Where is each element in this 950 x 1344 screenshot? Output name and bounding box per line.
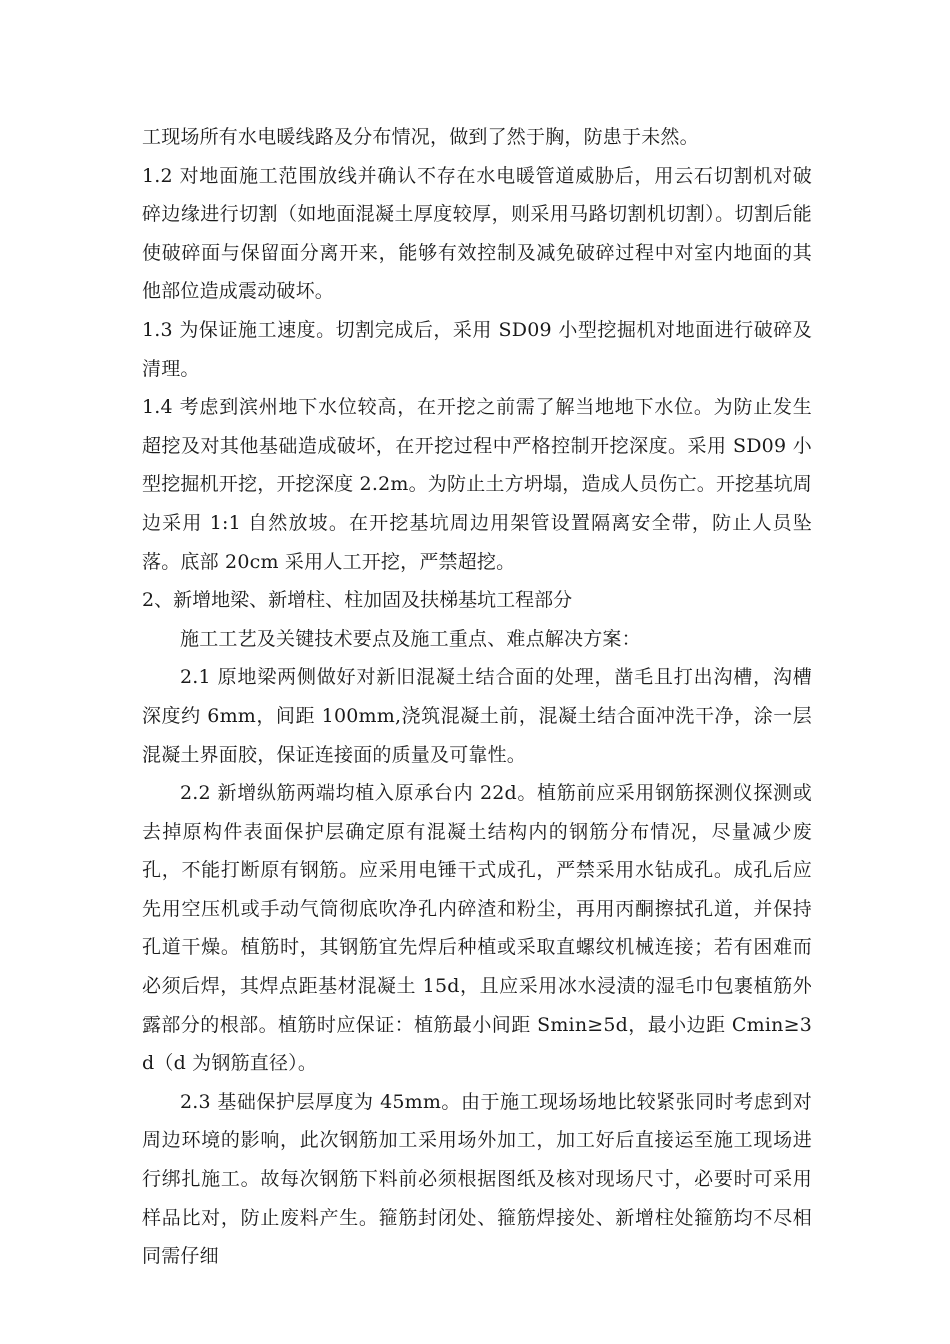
paragraph-1-4: 1.4 考虑到滨州地下水位较高，在开挖之前需了解当地地下水位。为防止发生超挖及对其他基础造成破坏，在开挖过程中严格控制开挖深度。采用 SD09 小型挖掘机开挖，开挖深度 2.2m。为防止土方坍塌，造成人员伤亡。开挖基坑周边采用 1:1 自然放坡。在开挖基坑周边用架管设置隔离安全带，防止人员坠落。底部 20cm 采用人工开挖，严禁超挖。 [142,396,812,573]
paragraph-continuation: 工现场所有水电暖线路及分布情况，做到了然于胸，防患于未然。 [142,126,699,148]
paragraph-2-3: 2.3 基础保护层厚度为 45mm。由于施工现场场地比较紧张同时考虑到对周边环境的影响，此次钢筋加工采用场外加工，加工好后直接运至施工现场进行绑扎施工。故每次钢筋下料前必须根据图纸及核对现场尺寸，必要时可采用样品比对，防止废料产生。箍筋封闭处、箍筋焊接处、新增柱处箍筋均不尽相同需仔细 [142,1090,812,1268]
paragraph-2-1: 2.1 原地梁两侧做好对新旧混凝土结合面的处理，凿毛且打出沟槽，沟槽深度约 6mm，间距 100mm,浇筑混凝土前，混凝土结合面冲洗干净，涂一层混凝土界面胶，保证连接面的质量及可靠性。 [142,666,812,766]
paragraph-1-2: 1.2 对地面施工范围放线并确认不存在水电暖管道威胁后，用云石切割机对破碎边缘进行切割（如地面混凝土厚度较厚，则采用马路切割机切割）。切割后能使破碎面与保留面分离开来，能够有效控制及减免破碎过程中对室内地面的其他部位造成震动破坏。 [142,164,812,303]
document-body [142,118,812,1276]
paragraph-2-2: 2.2 新增纵筋两端均植入原承台内 22d。植筋前应采用钢筋探测仪探测或去掉原构件表面保护层确定原有混凝土结构内的钢筋分布情况，尽量减少废孔，不能打断原有钢筋。应采用电锤干式成孔，严禁采用水钻成孔。成孔后应先用空压机或手动气筒彻底吹净孔内碎渣和粉尘，再用丙酮擦拭孔道，并保持孔道干燥。植筋时，其钢筋宜先焊后种植或采取直螺纹机械连接；若有困难而必须后焊，其焊点距基材混凝土 15d，且应采用冰水浸渍的湿毛巾包裹植筋外露部分的根部。植筋时应保证：植筋最小间距 Smin≥5d，最小边距 Cmin≥3d（d 为钢筋直径）。 [142,782,812,1075]
section-intro: 施工工艺及关键技术要点及施工重点、难点解决方案： [180,627,641,650]
section-heading-2: 2、新增地梁、新增柱、柱加固及扶梯基坑工程部分 [142,589,573,612]
paragraph-1-3: 1.3 为保证施工速度。切割完成后，采用 SD09 小型挖掘机对地面进行破碎及清理。 [142,318,812,380]
